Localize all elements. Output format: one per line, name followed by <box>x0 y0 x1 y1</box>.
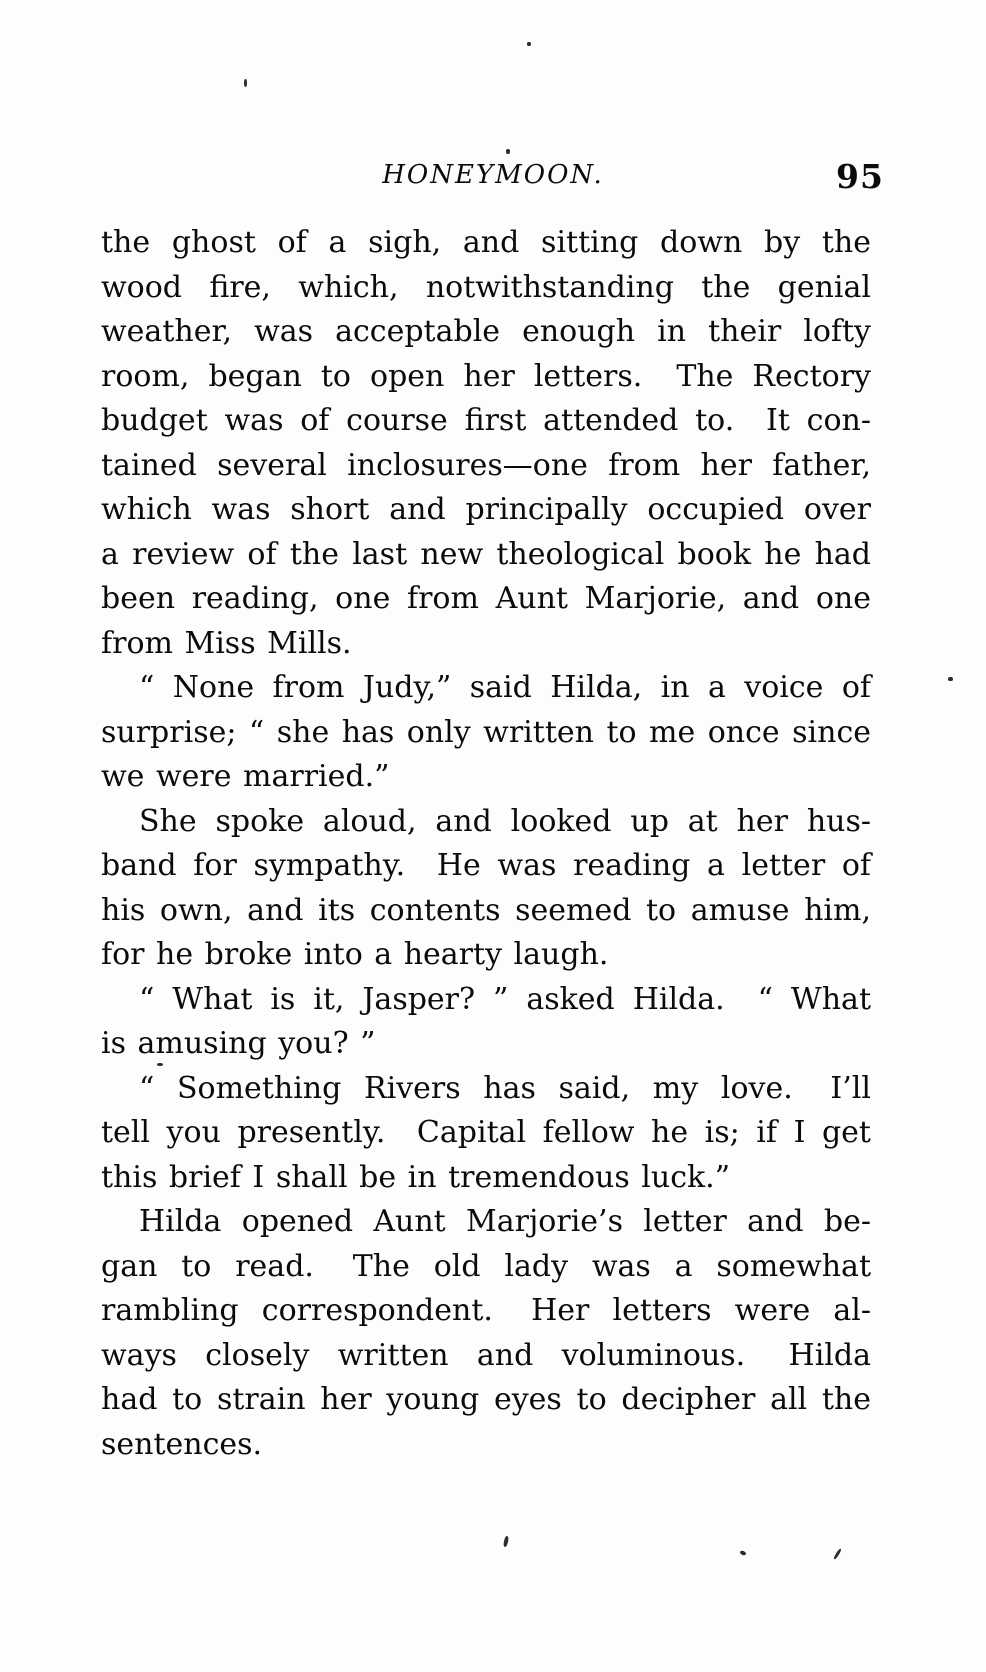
text-line: sentences. <box>101 1426 263 1462</box>
ink-speck <box>739 1550 746 1556</box>
text-line: is amusing you? ” <box>101 1026 376 1061</box>
ink-speck <box>503 1536 509 1548</box>
ink-speck <box>157 1063 163 1066</box>
text-line: we were married.” <box>101 759 390 794</box>
ink-speck <box>948 677 953 681</box>
ink-speck <box>527 42 531 46</box>
text-line: the ghost of a sigh, and sitting down by the <box>101 225 871 260</box>
text-line: from Miss Mills. <box>101 625 352 661</box>
text-line: ways closely written and voluminous. Hilda <box>101 1337 871 1373</box>
text-line: gan to read. The old lady was a somewhat <box>101 1248 871 1284</box>
text-line: this brief I shall be in tremendous luck.” <box>101 1159 731 1195</box>
text-line: Hilda opened Aunt Marjorie’s letter and be- <box>139 1204 871 1239</box>
text-line: “ What is it, Jasper? ” asked Hilda. “ What <box>139 981 871 1017</box>
text-line: a review of the last new theological book he had <box>101 536 871 572</box>
text-line: surprise; “ she has only written to me once since <box>101 714 871 750</box>
text-line: “ Something Rivers has said, my love. I’ll <box>139 1070 871 1106</box>
text-line: “ None from Judy,” said Hilda, in a voice of <box>139 670 871 705</box>
text-line: room, began to open her letters. The Rectory <box>101 358 871 394</box>
text-line: band for sympathy. He was reading a letter of <box>101 848 871 883</box>
text-line: budget was of course first attended to. It con- <box>101 403 871 438</box>
text-line: tained several inclosures—one from her father, <box>101 447 871 483</box>
text-line: rambling correspondent. Her letters were al- <box>101 1293 871 1328</box>
ink-speck <box>833 1548 842 1560</box>
body-text <box>101 221 871 1467</box>
ink-speck <box>506 149 510 154</box>
text-line: for he broke into a hearty laugh. <box>101 937 609 972</box>
text-line: She spoke aloud, and looked up at her hus- <box>139 803 871 839</box>
text-line: been reading, one from Aunt Marjorie, and one <box>101 581 871 616</box>
text-line: tell you presently. Capital fellow he is; if I get <box>101 1115 871 1150</box>
text-line: wood fire, which, notwithstanding the genial <box>101 269 871 305</box>
page-number: 95 <box>836 157 884 196</box>
text-line: his own, and its contents seemed to amuse him, <box>101 892 871 928</box>
ink-speck <box>244 79 247 87</box>
text-line: which was short and principally occupied over <box>101 492 871 527</box>
text-line: weather, was acceptable enough in their lofty <box>101 314 871 349</box>
text-line: had to strain her young eyes to decipher all the <box>101 1382 871 1417</box>
running-head-title: HONEYMOON. <box>382 160 604 190</box>
